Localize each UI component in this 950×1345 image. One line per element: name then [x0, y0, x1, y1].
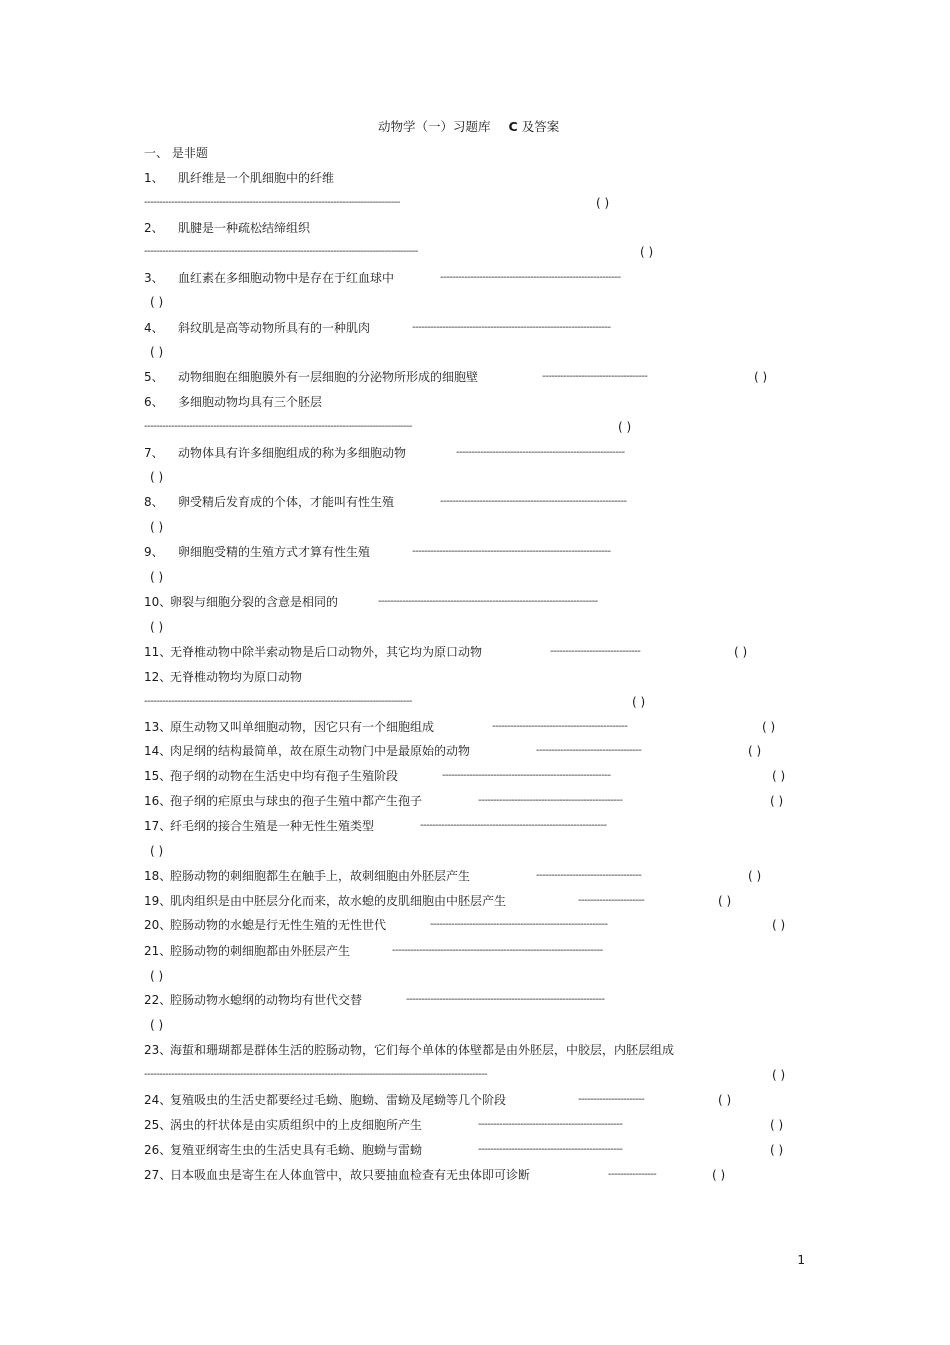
question-text: 肌纤维是一个肌细胞中的纤维: [178, 171, 335, 185]
answer-line: ------------------------------------------------------------------: [406, 994, 605, 1005]
question-number: 27、: [144, 1168, 172, 1182]
answer-line: ------------------------------------------------------------------: [412, 546, 611, 557]
question-number: 17、: [144, 819, 172, 833]
answer-blank[interactable]: ( ): [772, 918, 786, 932]
answer-blank[interactable]: ( ): [770, 1143, 784, 1157]
answer-line: ------------------------------: [550, 646, 641, 657]
answer-blank[interactable]: ( ): [618, 420, 632, 434]
answer-blank[interactable]: ( ): [150, 295, 164, 309]
answer-line: --------------------------------------------------------: [456, 447, 625, 458]
question-number: 19、: [144, 894, 172, 908]
answer-line: ------------------------------------------------------------: [440, 272, 621, 283]
question-text: 肌腱是一种疏松结缔组织: [178, 221, 311, 235]
section-heading: 一、 是非题: [144, 146, 208, 160]
question-text: 日本吸血虫是寄生在人体血管中，故只要抽血检查有无虫体即可诊断: [170, 1168, 531, 1182]
answer-blank[interactable]: ( ): [772, 1068, 786, 1082]
answer-line: -----------------------------------------------------------------------------------------: [144, 421, 412, 432]
answer-blank[interactable]: ( ): [596, 196, 610, 210]
answer-line: ------------------------------------------------: [478, 795, 623, 806]
question-text: 腔肠动物的刺细胞都由外胚层产生: [170, 944, 351, 958]
question-text: 无脊椎动物中除半索动物是后口动物外，其它均为原口动物: [170, 645, 483, 659]
question-text: 腔肠动物水螅纲的动物均有世代交替: [170, 993, 363, 1007]
answer-blank[interactable]: ( ): [754, 370, 768, 384]
question-number: 13、: [144, 720, 172, 734]
answer-blank[interactable]: ( ): [734, 645, 748, 659]
question-number: 22、: [144, 993, 172, 1007]
question-text: 孢子纲的疟原虫与球虫的孢子生殖中都产生孢子: [170, 794, 423, 808]
answer-line: ----------------------: [578, 895, 645, 906]
title-text: 动物学（一）习题库: [378, 119, 491, 134]
answer-blank[interactable]: ( ): [150, 520, 164, 534]
question-text: 复殖亚纲寄生虫的生活史具有毛蚴、胞蚴与雷蚴: [170, 1143, 423, 1157]
question-number: 14、: [144, 744, 172, 758]
question-text: 孢子纲的动物在生活史中均有孢子生殖阶段: [170, 769, 399, 783]
question-text: 动物体具有许多细胞组成的称为多细胞动物: [178, 446, 407, 460]
question-number: 26、: [144, 1143, 172, 1157]
question-number: 3、: [144, 271, 164, 285]
question-number: 7、: [144, 446, 164, 460]
answer-blank[interactable]: ( ): [632, 695, 646, 709]
question-number: 5、: [144, 370, 164, 384]
question-number: 12、: [144, 670, 172, 684]
answer-blank[interactable]: ( ): [762, 720, 776, 734]
question-text: 复殖吸虫的生活史都要经过毛蚴、胞蚴、雷蚴及尾蚴等几个阶段: [170, 1093, 507, 1107]
question-number: 21、: [144, 944, 172, 958]
question-text: 纤毛纲的接合生殖是一种无性生殖类型: [170, 819, 375, 833]
answer-blank[interactable]: ( ): [150, 844, 164, 858]
question-number: 23、: [144, 1043, 172, 1057]
answer-blank[interactable]: ( ): [150, 470, 164, 484]
question-text: 卵受精后发育成的个体，才能叫有性生殖: [178, 495, 395, 509]
question-number: 8、: [144, 495, 164, 509]
answer-line: -----------------------------------------------------------------------------------------: [144, 696, 412, 707]
answer-line: ---------------------------------------------: [492, 721, 628, 732]
answer-blank[interactable]: ( ): [640, 245, 654, 259]
answer-line: ----------------------: [578, 1094, 645, 1105]
question-text: 腔肠动物的刺细胞都生在触手上，故刺细胞由外胚层产生: [170, 869, 471, 883]
answer-blank[interactable]: ( ): [718, 1093, 732, 1107]
answer-blank[interactable]: ( ): [150, 1018, 164, 1032]
question-number: 2、: [144, 221, 164, 235]
question-number: 16、: [144, 794, 172, 808]
answer-line: -----------------------------------: [536, 745, 642, 756]
question-text: 肉足纲的结构最简单，故在原生动物门中是最原始的动物: [170, 744, 471, 758]
answer-blank[interactable]: ( ): [770, 794, 784, 808]
question-number: 9、: [144, 545, 164, 559]
answer-line: --------------------------------------------------------------: [420, 820, 607, 831]
answer-blank[interactable]: ( ): [770, 1118, 784, 1132]
question-number: 25、: [144, 1118, 172, 1132]
answer-line: --------------------------------------------------------: [442, 770, 611, 781]
question-number: 6、: [144, 395, 164, 409]
title-code: C: [508, 119, 518, 134]
question-number: 18、: [144, 869, 172, 883]
question-number: 10、: [144, 595, 172, 609]
page-number: 1: [797, 1253, 805, 1267]
answer-blank[interactable]: ( ): [748, 869, 762, 883]
answer-line: -----------------------------------: [542, 371, 648, 382]
answer-blank[interactable]: ( ): [150, 570, 164, 584]
question-text: 涡虫的杆状体是由实质组织中的上皮细胞所产生: [170, 1118, 423, 1132]
question-text: 肌肉组织是由中胚层分化而来，故水螅的皮肌细胞由中胚层产生: [170, 894, 507, 908]
question-text: 动物细胞在细胞膜外有一层细胞的分泌物所形成的细胞壁: [178, 370, 479, 384]
answer-blank[interactable]: ( ): [748, 744, 762, 758]
answer-line: -----------------------------------------------------------: [430, 919, 608, 930]
question-text: 原生动物又叫单细胞动物，因它只有一个细胞组成: [170, 720, 435, 734]
question-number: 20、: [144, 918, 172, 932]
answer-blank[interactable]: ( ): [150, 620, 164, 634]
answer-line: ------------------------------------------------: [478, 1119, 623, 1130]
answer-blank[interactable]: ( ): [150, 969, 164, 983]
title-suffix: 及答案: [521, 119, 560, 134]
answer-line: -----------------------------------: [536, 870, 642, 881]
answer-line: -------------------------------------------------------------------------------------------: [144, 246, 418, 257]
question-number: 24、: [144, 1093, 172, 1107]
question-number: 11、: [144, 645, 172, 659]
question-number: 15、: [144, 769, 172, 783]
question-number: 1、: [144, 171, 164, 185]
answer-blank[interactable]: ( ): [718, 894, 732, 908]
question-text: 斜纹肌是高等动物所具有的一种肌肉: [178, 321, 371, 335]
answer-line: -------------------------------------------------------------------------: [378, 596, 598, 607]
question-number: 4、: [144, 321, 164, 335]
question-text: 腔肠动物的水螅是行无性生殖的无性世代: [170, 918, 387, 932]
question-text: 卵裂与细胞分裂的含意是相同的: [170, 595, 339, 609]
question-text: 多细胞动物均具有三个胚层: [178, 395, 323, 409]
question-text: 卵细胞受精的生殖方式才算有性生殖: [178, 545, 371, 559]
answer-line: --------------------------------------------------------------: [440, 496, 627, 507]
answer-blank[interactable]: ( ): [150, 345, 164, 359]
question-text: 海蜇和珊瑚都是群体生活的腔肠动物，它们每个单体的体壁都是由外胚层，中胶层，内胚层组成: [170, 1043, 675, 1057]
answer-blank[interactable]: ( ): [712, 1168, 726, 1182]
answer-line: ------------------------------------------------------------------------------------------------------------------: [144, 1069, 487, 1080]
document-title: [378, 120, 559, 134]
question-text: 无脊椎动物均为原口动物: [170, 670, 303, 684]
answer-line: ----------------------------------------------------------------------: [392, 945, 603, 956]
question-text: 血红素在多细胞动物中是存在于红血球中: [178, 271, 395, 285]
answer-line: ------------------------------------------------: [478, 1144, 623, 1155]
answer-blank[interactable]: ( ): [772, 769, 786, 783]
answer-line: -------------------------------------------------------------------------------------: [144, 197, 400, 208]
answer-line: ------------------------------------------------------------------: [412, 322, 611, 333]
answer-line: ----------------: [608, 1169, 657, 1180]
